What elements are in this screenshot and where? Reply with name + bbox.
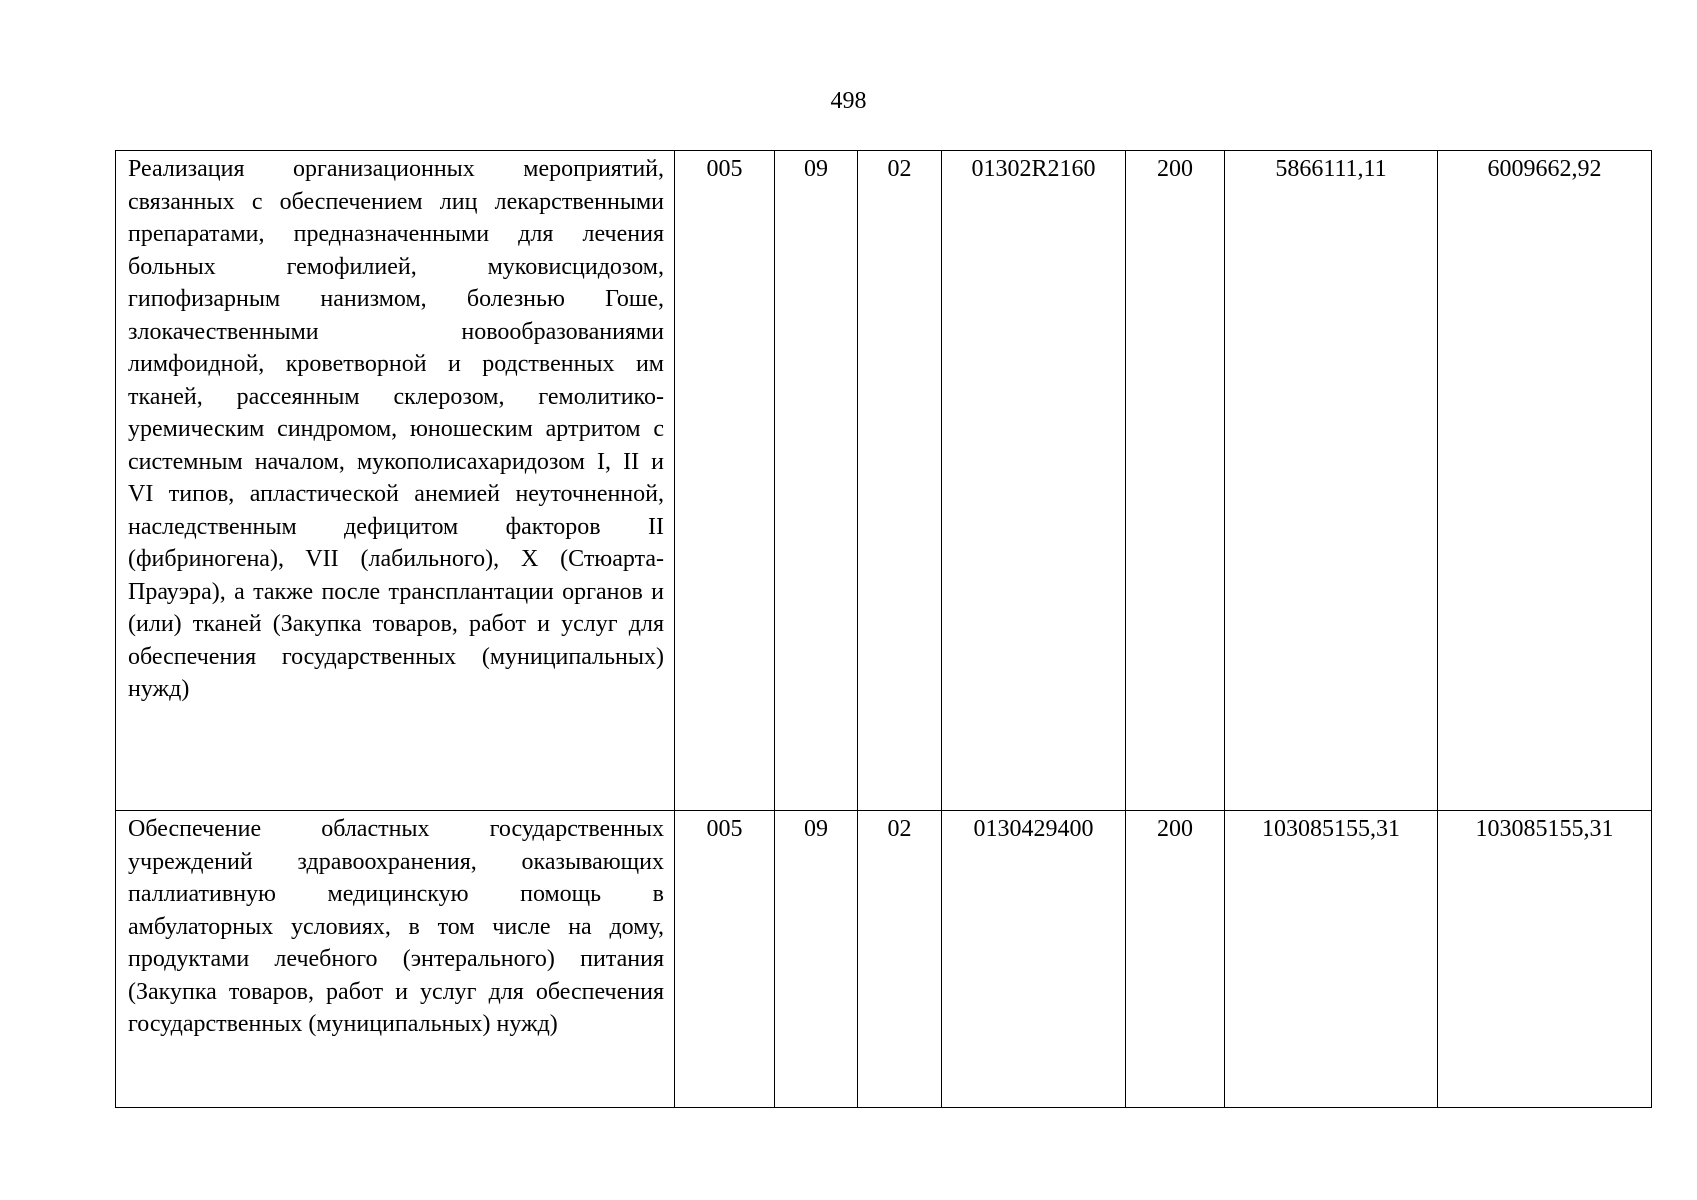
target-article-cell: 01302R2160	[942, 151, 1126, 811]
section-code-cell: 09	[775, 151, 858, 811]
table-row	[116, 811, 1652, 1108]
amount-year-1-cell: 103085155,31	[1225, 811, 1438, 1108]
ministry-code-cell: 005	[675, 811, 775, 1108]
amount-year-2-cell: 103085155,31	[1438, 811, 1652, 1108]
row-description: Реализация организационных мероприятий, связанных с обеспечением лиц лекарственными препаратами, предназначенными для лечения больных гемофилией, муковисцидозом, гипофизарным нанизмом, болезнью Гоше, злокачественными новообразованиями лимфоидной, кроветворной и родственных им тканей, рассеянным склерозом, гемолитико-уремическим синдромом, юношеским артритом с системным началом, мукополисахаридозом I, II и VI типов, апластической анемией неуточненной, наследственным дефицитом факторов II (фибриногена), VII (лабильного), X (Стюарта-Прауэра), а также после трансплантации органов и (или) тканей (Закупка товаров, работ и услуг для обеспечения государственных (муниципальных) нужд)	[116, 151, 675, 811]
amount-year-1-cell: 5866111,11	[1225, 151, 1438, 811]
expense-type-cell: 200	[1126, 811, 1225, 1108]
subsection-code-cell: 02	[858, 151, 942, 811]
row-description: Обеспечение областных государственных учреждений здравоохранения, оказывающих паллиативную медицинскую помощь в амбулаторных условиях, в том числе на дому, продуктами лечебного (энтерального) питания (Закупка товаров, работ и услуг для обеспечения государственных (муниципальных) нужд)	[116, 811, 675, 1108]
target-article-cell: 0130429400	[942, 811, 1126, 1108]
subsection-code-cell: 02	[858, 811, 942, 1108]
section-code-cell: 09	[775, 811, 858, 1108]
table-row	[116, 151, 1652, 811]
ministry-code-cell: 005	[675, 151, 775, 811]
amount-year-2-cell: 6009662,92	[1438, 151, 1652, 811]
budget-table	[115, 150, 1652, 1108]
expense-type-cell: 200	[1126, 151, 1225, 811]
page-number: 498	[830, 88, 867, 114]
